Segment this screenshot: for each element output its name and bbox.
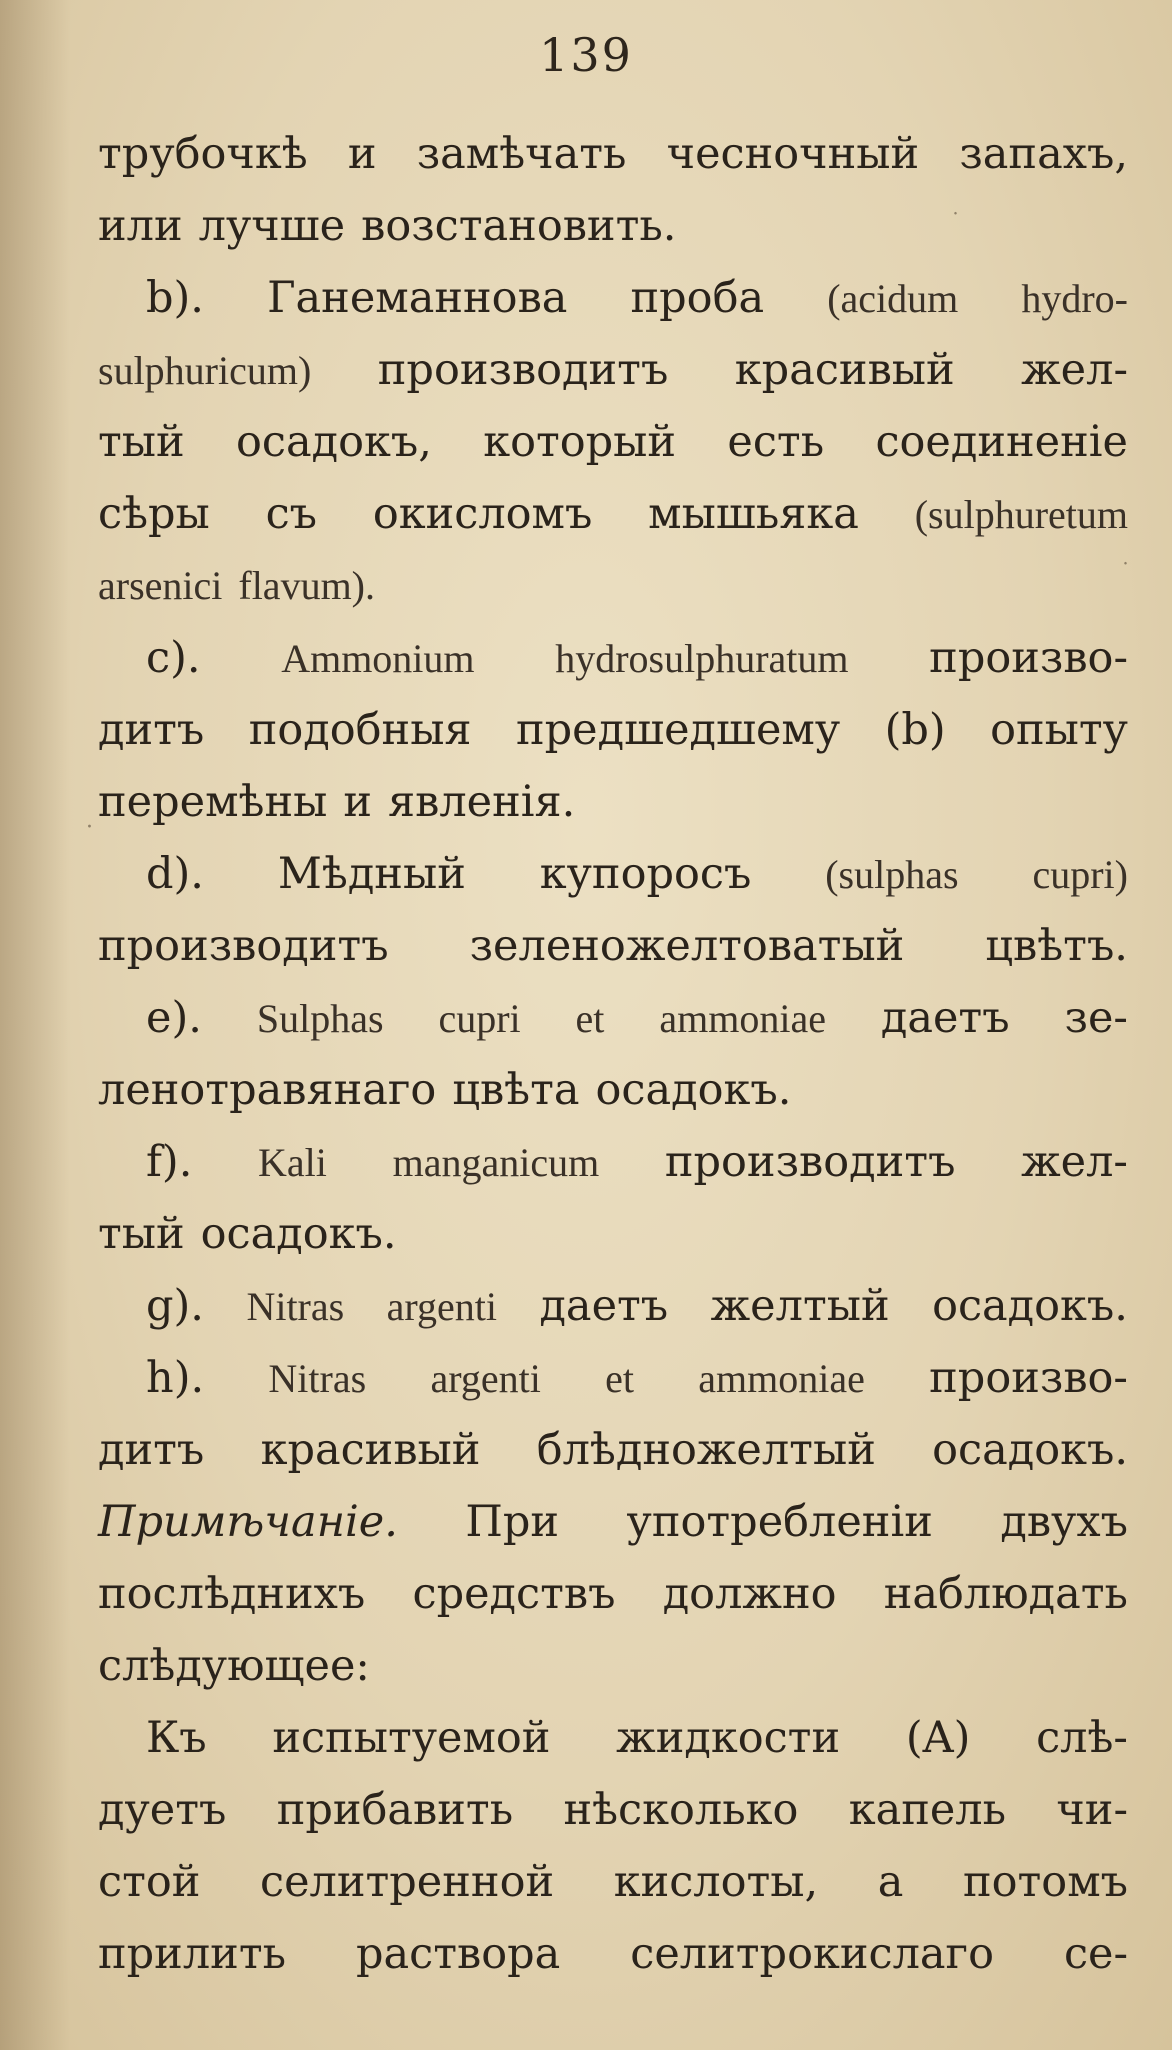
word: даетъ <box>880 993 1010 1043</box>
word: f). <box>146 1137 193 1187</box>
word: желтый <box>710 1281 890 1331</box>
word: возстановить. <box>361 201 677 251</box>
text-line <box>98 1774 1128 1846</box>
word: производитъ <box>98 921 389 971</box>
latin-word: sulphuricum) <box>98 348 312 393</box>
word: дуетъ <box>98 1785 227 1835</box>
text-line <box>98 1630 1128 1702</box>
word: есть <box>727 417 825 467</box>
word: дитъ <box>98 1425 205 1475</box>
word: жидкости <box>616 1713 841 1763</box>
word: потомъ <box>962 1857 1128 1907</box>
word: проба <box>630 273 765 323</box>
latin-word: arsenici <box>98 563 223 608</box>
word: даетъ <box>539 1281 669 1331</box>
word: тый <box>98 1209 185 1259</box>
word: и <box>343 777 373 827</box>
word: двухъ <box>1000 1497 1128 1547</box>
word: нѣсколько <box>563 1785 799 1835</box>
latin-word: ammoniae <box>698 1356 865 1401</box>
word: капель <box>848 1785 1007 1835</box>
word: прибавить <box>276 1785 514 1835</box>
word: купоросъ <box>539 849 752 899</box>
text-line <box>98 118 1128 190</box>
word: производитъ <box>664 1137 956 1187</box>
word: послѣднихъ <box>98 1569 366 1619</box>
text-line <box>98 694 1128 766</box>
word: осадокъ, <box>236 417 432 467</box>
word: прилить <box>98 1929 287 1979</box>
latin-word: argenti <box>386 1284 497 1329</box>
page-text <box>98 118 1128 1990</box>
text-line <box>98 478 1128 550</box>
word: замѣчать <box>416 129 627 179</box>
latin-word: cupri) <box>1032 852 1128 897</box>
word: ленотравянаго <box>98 1065 437 1115</box>
word: Къ <box>146 1713 207 1763</box>
word: красивый <box>734 345 955 395</box>
word: осадокъ. <box>932 1425 1128 1475</box>
page-number: 139 <box>539 28 633 82</box>
text-line <box>98 1198 1128 1270</box>
latin-word: flavum). <box>238 563 375 608</box>
word: жел- <box>1021 345 1128 395</box>
text-line <box>98 1342 1128 1414</box>
word: употребленiи <box>626 1497 933 1547</box>
word: b). <box>146 273 204 323</box>
latin-word: et <box>605 1356 634 1401</box>
word: который <box>483 417 677 467</box>
text-line <box>98 622 1128 694</box>
latin-word: (acidum <box>827 276 959 321</box>
latin-word: Kali <box>258 1140 327 1185</box>
word: Ганеманнова <box>267 273 568 323</box>
word: перемѣны <box>98 777 328 827</box>
word: раствора <box>356 1929 561 1979</box>
paper-speck: ˙ <box>950 210 961 235</box>
word: (A) <box>905 1713 971 1763</box>
text-line <box>98 982 1128 1054</box>
text-line <box>98 1558 1128 1630</box>
latin-word: argenti <box>430 1356 541 1401</box>
word: красивый <box>260 1425 481 1475</box>
latin-word: Nitras <box>268 1356 367 1401</box>
latin-word: hydrosulphuratum <box>555 636 849 681</box>
word: чи- <box>1056 1785 1128 1835</box>
word: запахъ, <box>959 129 1128 179</box>
latin-word: Sulphas <box>256 996 384 1041</box>
latin-word: (sulphas <box>825 852 959 897</box>
text-line <box>98 838 1128 910</box>
word: мышьяка <box>648 489 859 539</box>
text-line <box>98 1918 1128 1990</box>
latin-word: Nitras <box>246 1284 345 1329</box>
word: дитъ <box>98 705 205 755</box>
word: чесночный <box>666 129 920 179</box>
text-line <box>98 406 1128 478</box>
word: При <box>465 1497 560 1547</box>
word: съ <box>265 489 318 539</box>
text-line <box>98 1414 1128 1486</box>
word: осадокъ. <box>595 1065 792 1115</box>
word: се- <box>1063 1929 1128 1979</box>
word: c). <box>146 633 201 683</box>
latin-word: cupri <box>438 996 521 1041</box>
word: h). <box>146 1353 205 1403</box>
text-line <box>98 550 1128 622</box>
word: должно <box>662 1569 837 1619</box>
word: зе- <box>1064 993 1128 1043</box>
word: производитъ <box>377 345 669 395</box>
word: предшедшему <box>515 705 841 755</box>
paper-speck: ˙ <box>1120 560 1131 585</box>
word: зеленожелтоватый <box>469 921 905 971</box>
word: произво- <box>929 633 1128 683</box>
text-line <box>98 1054 1128 1126</box>
word: селитрокислаго <box>630 1929 994 1979</box>
latin-word: et <box>575 996 605 1041</box>
word: осадокъ. <box>200 1209 397 1259</box>
text-line <box>98 766 1128 838</box>
text-line <box>98 1270 1128 1342</box>
text-line <box>98 1702 1128 1774</box>
word: блѣдножелтый <box>536 1425 876 1475</box>
word: а <box>877 1857 904 1907</box>
word: d). <box>146 849 204 899</box>
text-line <box>98 1846 1128 1918</box>
latin-word: (sulphuretum <box>914 492 1128 537</box>
word: цвѣта <box>452 1065 580 1115</box>
word: слѣ- <box>1036 1713 1128 1763</box>
word: подобныя <box>248 705 472 755</box>
word: Мѣдный <box>277 849 466 899</box>
word: кислоты, <box>613 1857 819 1907</box>
text-line <box>98 190 1128 262</box>
word: испытуемой <box>272 1713 551 1763</box>
latin-word: hydro- <box>1021 276 1128 321</box>
word: g). <box>146 1281 204 1331</box>
word: наблюдать <box>883 1569 1128 1619</box>
word: (b) <box>884 705 946 755</box>
word: жел- <box>1021 1137 1128 1187</box>
word: селитренной <box>259 1857 555 1907</box>
paper-speck: · <box>86 815 93 840</box>
word: и <box>347 129 377 179</box>
word: Примѣчанiе. <box>98 1497 398 1547</box>
word: средствъ <box>412 1569 616 1619</box>
text-line <box>98 1126 1128 1198</box>
word: e). <box>146 993 202 1043</box>
latin-word: manganicum <box>392 1140 600 1185</box>
latin-word: ammoniae <box>659 996 826 1041</box>
word: произво- <box>929 1353 1128 1403</box>
word: соединенiе <box>875 417 1128 467</box>
text-line <box>98 262 1128 334</box>
word: опыту <box>990 705 1128 755</box>
word: или <box>98 201 183 251</box>
word: цвѣтъ. <box>985 921 1128 971</box>
text-line <box>98 1486 1128 1558</box>
latin-word: Ammonium <box>281 636 475 681</box>
text-line <box>98 334 1128 406</box>
word: тый <box>98 417 185 467</box>
word: лучше <box>198 201 346 251</box>
text-line <box>98 910 1128 982</box>
word: явленiя. <box>388 777 576 827</box>
word: сѣры <box>98 489 210 539</box>
word: трубочкѣ <box>98 129 308 179</box>
word: слѣдующее: <box>98 1641 370 1691</box>
word: стой <box>98 1857 201 1907</box>
word: осадокъ. <box>932 1281 1128 1331</box>
word: окисломъ <box>372 489 593 539</box>
